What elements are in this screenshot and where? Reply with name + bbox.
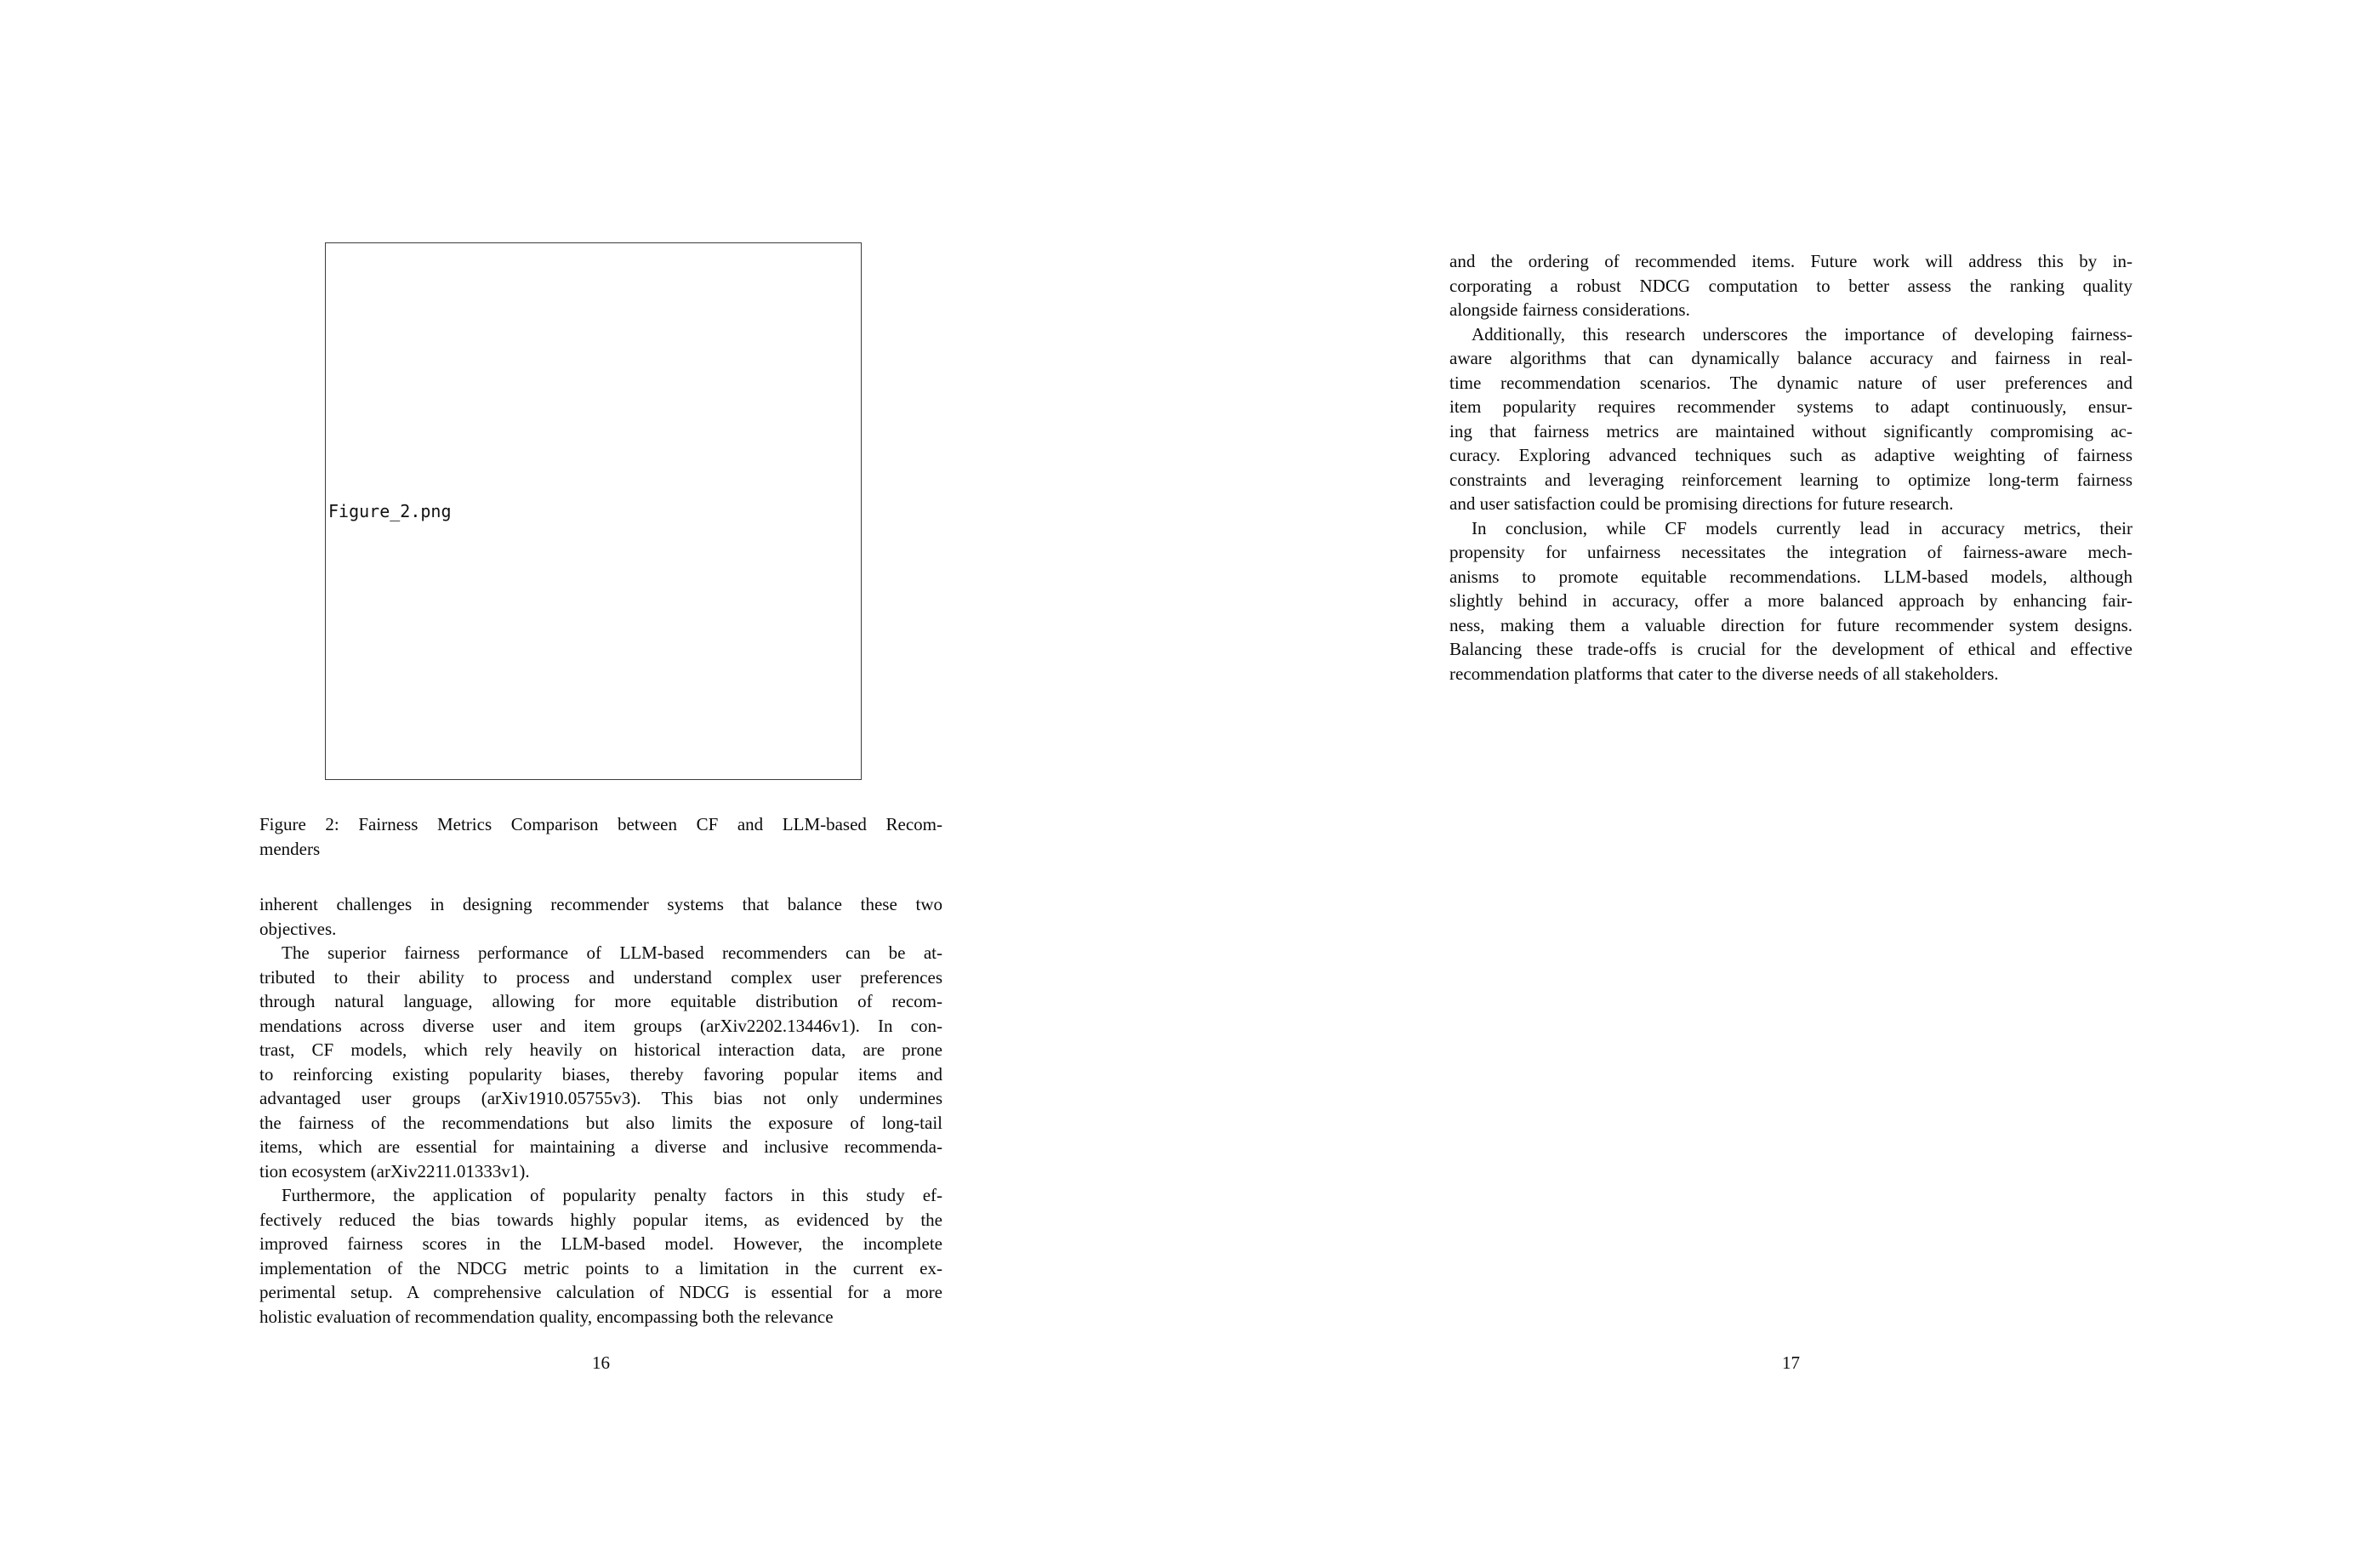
text-line: aware algorithms that can dynamically balance accuracy and fairness in real- bbox=[1449, 348, 2132, 368]
text-line: holistic evaluation of recommendation quality, encompassing both the relevance bbox=[259, 1306, 834, 1327]
text-line: mendations across diverse user and item groups (arXiv2202.13446v1). In con- bbox=[259, 1015, 942, 1036]
paragraph bbox=[1449, 322, 2132, 516]
page-number-16: 16 bbox=[592, 1352, 610, 1373]
text-line: alongside fairness considerations. bbox=[1449, 299, 1690, 320]
text-line: The superior fairness performance of LLM-based recommenders can be at- bbox=[282, 942, 942, 963]
figure-2-placeholder-box bbox=[325, 242, 862, 780]
text-line: objectives. bbox=[259, 918, 337, 939]
text-line: item popularity requires recommender systems to adapt continuously, ensur- bbox=[1449, 396, 2132, 417]
paragraph bbox=[259, 892, 942, 941]
text-line: anisms to promote equitable recommendations. LLM-based models, although bbox=[1449, 566, 2132, 587]
figure-2 bbox=[259, 242, 942, 861]
text-line: Figure 2: Fairness Metrics Comparison between CF and LLM-based Recom- bbox=[259, 814, 942, 834]
text-line: propensity for unfairness necessitates the integration of fairness-aware mech- bbox=[1449, 542, 2132, 562]
paragraph bbox=[1449, 516, 2132, 686]
text-line: ing that fairness metrics are maintained without significantly compromising ac- bbox=[1449, 420, 2132, 441]
text-line: the fairness of the recommendations but also limits the exposure of long-tail bbox=[259, 1112, 942, 1133]
text-line: inherent challenges in designing recommender systems that balance these two bbox=[259, 894, 942, 914]
text-line: advantaged user groups (arXiv1910.05755v3). This bias not only undermines bbox=[259, 1088, 942, 1108]
figure-image-filename: Figure_2.png bbox=[328, 500, 452, 521]
text-line: through natural language, allowing for more equitable distribution of recom- bbox=[259, 991, 942, 1011]
figure-2-caption bbox=[259, 812, 942, 861]
text-line: perimental setup. A comprehensive calculation of NDCG is essential for a more bbox=[259, 1282, 942, 1302]
text-line: tributed to their ability to process and understand complex user preferences bbox=[259, 966, 942, 988]
page-number-17: 17 bbox=[1782, 1352, 1800, 1373]
page-16-body bbox=[259, 892, 942, 1329]
text-line: Balancing these trade-offs is crucial for the development of ethical and effective bbox=[1449, 639, 2132, 659]
text-line: implementation of the NDCG metric points to a limitation in the current ex- bbox=[259, 1257, 942, 1278]
text-line: constraints and leveraging reinforcement learning to optimize long-term fairness bbox=[1449, 469, 2132, 490]
page-16-column bbox=[259, 242, 942, 1329]
text-line: slightly behind in accuracy, offer a more balanced approach by enhancing fair- bbox=[1449, 590, 2132, 611]
text-line: trast, CF models, which rely heavily on historical interaction data, are prone bbox=[259, 1039, 942, 1060]
paragraph bbox=[1449, 249, 2132, 322]
text-line: tion ecosystem (arXiv2211.01333v1). bbox=[259, 1160, 530, 1181]
paragraph bbox=[259, 1183, 942, 1329]
text-line: Furthermore, the application of popularity penalty factors in this study ef- bbox=[282, 1185, 942, 1205]
text-line: Additionally, this research underscores the importance of developing fairness- bbox=[1472, 323, 2132, 344]
text-line: and the ordering of recommended items. Future work will address this by in- bbox=[1449, 251, 2132, 271]
text-line: and user satisfaction could be promising directions for future research. bbox=[1449, 493, 1954, 514]
text-line: improved fairness scores in the LLM-based model. However, the incomplete bbox=[259, 1233, 942, 1254]
page-17-column bbox=[1449, 249, 2132, 686]
paragraph bbox=[259, 941, 942, 1183]
text-line: to reinforcing existing popularity biases, thereby favoring popular items and bbox=[259, 1063, 942, 1085]
text-line: recommendation platforms that cater to the diverse needs of all stakeholders. bbox=[1449, 663, 1999, 684]
text-line: corporating a robust NDCG computation to better assess the ranking quality bbox=[1449, 275, 2132, 296]
text-line: time recommendation scenarios. The dynamic nature of user preferences and bbox=[1449, 372, 2132, 393]
text-line: ness, making them a valuable direction for future recommender system designs. bbox=[1449, 614, 2132, 635]
text-line: curacy. Exploring advanced techniques such as adaptive weighting of fairness bbox=[1449, 445, 2132, 465]
text-line: items, which are essential for maintaining a diverse and inclusive recommenda- bbox=[259, 1136, 942, 1157]
text-line: menders bbox=[259, 838, 321, 859]
text-line: fectively reduced the bias towards highly popular items, as evidenced by the bbox=[259, 1209, 942, 1230]
text-line: In conclusion, while CF models currently lead in accuracy metrics, their bbox=[1472, 517, 2132, 538]
